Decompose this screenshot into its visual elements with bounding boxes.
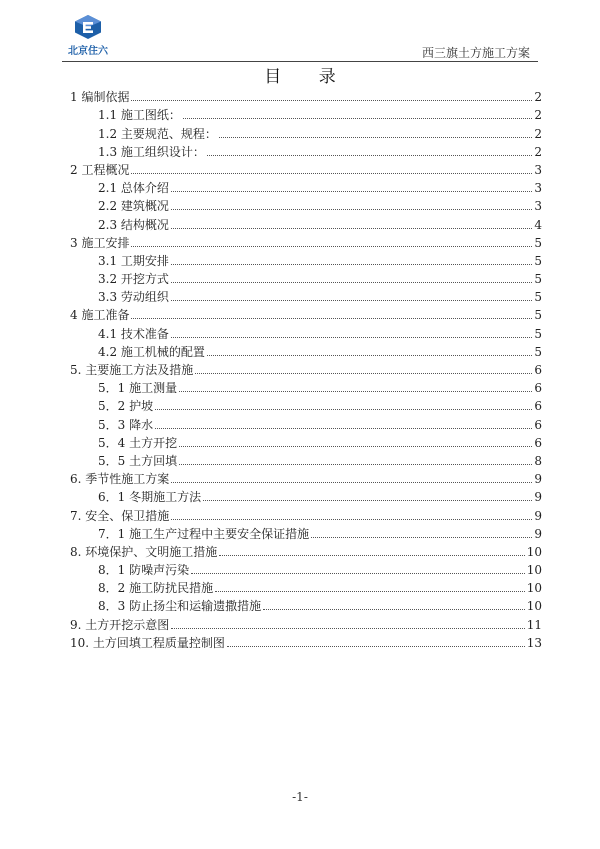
table-of-contents (70, 86, 542, 650)
toc-entry-page: 10 (526, 544, 542, 559)
toc-leader-dots (155, 428, 532, 429)
toc-leader-dots (171, 628, 524, 629)
toc-leader-dots (219, 555, 524, 556)
toc-entry-label: 3.1 工期安排 (98, 253, 169, 268)
toc-entry-page: 8 (534, 453, 542, 468)
toc-entry-page: 5 (534, 253, 542, 268)
toc-entry[interactable] (70, 141, 542, 159)
toc-entry-page: 9 (534, 490, 542, 505)
toc-entry[interactable] (70, 232, 542, 250)
toc-entry-label: 4.2 施工机械的配置 (98, 344, 205, 359)
toc-leader-dots (203, 500, 532, 501)
toc-leader-dots (171, 519, 532, 520)
toc-entry[interactable] (70, 286, 542, 304)
toc-entry[interactable] (70, 613, 542, 631)
logo-text: 北京住六 (68, 46, 108, 57)
toc-entry-page: 5 (534, 272, 542, 287)
toc-entry[interactable] (70, 159, 542, 177)
toc-entry[interactable] (70, 395, 542, 413)
toc-leader-dots (131, 246, 532, 247)
toc-entry-page: 9 (534, 472, 542, 487)
logo-mark-icon (73, 14, 103, 40)
toc-entry-page: 4 (534, 217, 542, 232)
toc-entry[interactable] (70, 250, 542, 268)
toc-entry-label: 8．1 防噪声污染 (98, 563, 190, 578)
toc-entry-page: 2 (534, 126, 542, 141)
toc-entry[interactable] (70, 432, 542, 450)
toc-leader-dots (207, 355, 532, 356)
toc-entry-page: 2 (534, 144, 542, 159)
toc-entry[interactable] (70, 359, 542, 377)
toc-entry-label: 5．1 施工测量 (98, 381, 178, 396)
toc-leader-dots (131, 100, 532, 101)
toc-leader-dots (171, 228, 532, 229)
toc-entry-page: 5 (534, 235, 542, 250)
toc-leader-dots (195, 373, 532, 374)
toc-entry-label: 7. 安全、保卫措施 (70, 508, 170, 523)
toc-leader-dots (263, 609, 525, 610)
toc-entry-label: 2.1 总体介绍 (98, 181, 169, 196)
toc-entry-label: 4.1 技术准备 (98, 326, 169, 341)
toc-entry-page: 6 (534, 381, 542, 396)
toc-entry-label: 5. 主要施工方法及措施 (70, 363, 194, 377)
toc-entry-label: 5．3 降水 (98, 417, 154, 432)
toc-entry-label: 7．1 施工生产过程中主要安全保证措施 (98, 526, 310, 541)
toc-entry-label: 3.3 劳动组织 (98, 290, 169, 305)
toc-entry[interactable] (70, 322, 542, 340)
toc-entry-label: 8．2 施工防扰民措施 (98, 581, 214, 596)
toc-entry-label: 1.1 施工图纸： (98, 108, 181, 123)
toc-entry-label: 2.3 结构概况 (98, 217, 169, 232)
toc-leader-dots (171, 191, 532, 192)
toc-entry-label: 5．2 护坡 (98, 399, 154, 414)
toc-entry-page: 9 (534, 526, 542, 541)
toc-entry[interactable] (70, 468, 542, 486)
toc-entry-label: 2 工程概况 (70, 162, 130, 177)
toc-entry-page: 3 (534, 181, 542, 196)
toc-leader-dots (131, 173, 532, 174)
toc-entry-page: 5 (534, 290, 542, 305)
toc-entry-label: 5．4 土方开挖 (98, 435, 178, 450)
toc-entry-label: 1.3 施工组织设计： (98, 144, 205, 159)
toc-entry-page: 11 (526, 617, 542, 632)
toc-entry-label: 9. 土方开挖示意图 (70, 617, 170, 632)
toc-entry-page: 3 (534, 199, 542, 214)
toc-leader-dots (171, 300, 532, 301)
toc-leader-dots (183, 118, 532, 119)
toc-entry[interactable] (70, 632, 542, 650)
toc-leader-dots (171, 482, 532, 483)
toc-entry-page: 5 (534, 326, 542, 341)
toc-entry-page: 10 (526, 563, 542, 578)
toc-entry[interactable] (70, 341, 542, 359)
toc-entry-page: 6 (534, 417, 542, 432)
toc-entry-page: 9 (534, 508, 542, 523)
toc-entry[interactable] (70, 195, 542, 213)
toc-entry-label: 6. 季节性施工方案 (70, 472, 170, 487)
toc-entry-page: 5 (534, 344, 542, 359)
toc-leader-dots (179, 391, 532, 392)
toc-entry-page: 6 (534, 363, 542, 377)
toc-entry-label: 3.2 开挖方式 (98, 272, 169, 287)
toc-leader-dots (179, 464, 532, 465)
toc-entry[interactable] (70, 486, 542, 504)
toc-entry[interactable] (70, 86, 542, 104)
toc-leader-dots (227, 646, 525, 647)
toc-entry[interactable] (70, 304, 542, 322)
toc-entry[interactable] (70, 268, 542, 286)
toc-entry-page: 5 (534, 308, 542, 323)
toc-entry-label: 5．5 土方回填 (98, 453, 178, 468)
toc-leader-dots (155, 409, 532, 410)
toc-leader-dots (311, 537, 532, 538)
toc-entry-label: 2.2 建筑概况 (98, 199, 169, 214)
toc-leader-dots (191, 573, 525, 574)
toc-leader-dots (131, 318, 532, 319)
toc-entry-label: 8．3 防止扬尘和运输遗撒措施 (98, 599, 262, 614)
toc-entry-label: 8. 环境保护、文明施工措施 (70, 544, 218, 559)
toc-entry-label: 10. 土方回填工程质量控制图 (70, 635, 225, 650)
toc-entry[interactable] (70, 377, 542, 395)
toc-entry[interactable] (70, 504, 542, 522)
toc-entry[interactable] (70, 104, 542, 122)
toc-entry[interactable] (70, 559, 542, 577)
toc-entry[interactable] (70, 122, 542, 140)
toc-entry[interactable] (70, 450, 542, 468)
toc-entry-page: 13 (526, 635, 542, 650)
toc-leader-dots (171, 337, 532, 338)
toc-entry[interactable] (70, 541, 542, 559)
toc-entry-page: 10 (526, 581, 542, 596)
toc-entry[interactable] (70, 413, 542, 431)
toc-entry[interactable] (70, 523, 542, 541)
toc-title: 目 录 (264, 67, 352, 87)
toc-entry-label: 4 施工准备 (70, 308, 130, 323)
toc-leader-dots (207, 155, 532, 156)
toc-entry[interactable] (70, 213, 542, 231)
document-header-title: 西三旗土方施工方案 (421, 46, 530, 60)
toc-entry[interactable] (70, 177, 542, 195)
toc-entry-page: 3 (534, 162, 542, 177)
toc-leader-dots (171, 282, 532, 283)
page-number: -1- (292, 790, 308, 804)
toc-entry-label: 1 编制依据 (70, 90, 130, 105)
toc-leader-dots (215, 591, 525, 592)
toc-entry-page: 6 (534, 435, 542, 450)
toc-leader-dots (171, 264, 532, 265)
toc-leader-dots (179, 446, 532, 447)
toc-entry-label: 3 施工安排 (70, 235, 130, 250)
toc-leader-dots (171, 209, 532, 210)
toc-entry-page: 2 (534, 108, 542, 123)
toc-entry-page: 10 (526, 599, 542, 614)
company-logo (68, 14, 108, 57)
toc-entry-page: 2 (534, 90, 542, 105)
toc-entry[interactable] (70, 595, 542, 613)
toc-entry[interactable] (70, 577, 542, 595)
toc-leader-dots (219, 137, 532, 138)
toc-entry-label: 1.2 主要规范、规程： (98, 126, 217, 141)
toc-entry-label: 6．1 冬期施工方法 (98, 490, 202, 505)
toc-entry-page: 6 (534, 399, 542, 414)
